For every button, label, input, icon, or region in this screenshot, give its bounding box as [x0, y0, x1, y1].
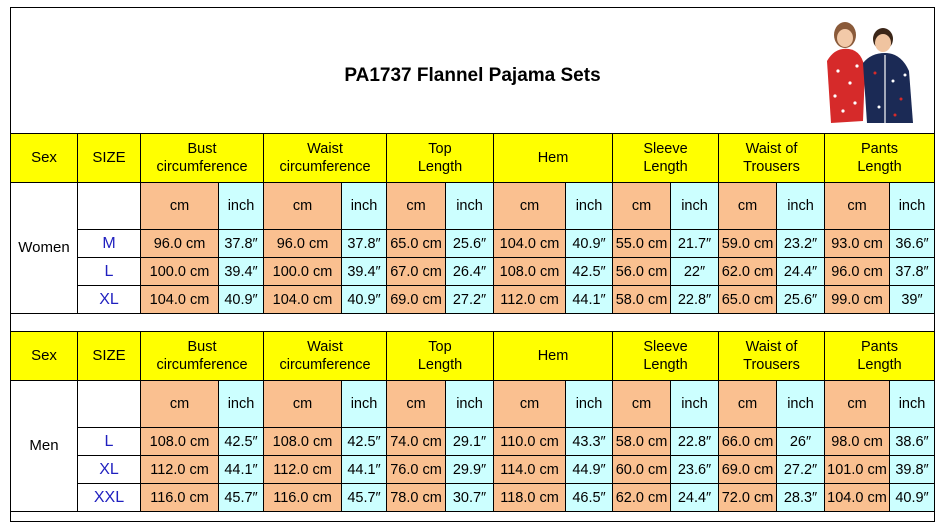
cm-value-cell: 59.0 cm [719, 230, 777, 258]
inch-value-cell: 30.7″ [446, 484, 494, 512]
size-blank-cell [78, 183, 141, 230]
unit-inch: inch [446, 183, 494, 230]
page-title: PA1737 Flannel Pajama Sets [344, 65, 601, 86]
sex-header: Sex [11, 134, 78, 183]
cm-value-cell: 112.0 cm [141, 456, 219, 484]
table-row [11, 230, 935, 258]
inch-value-cell: 46.5″ [566, 484, 613, 512]
inch-value-cell: 21.7″ [671, 230, 719, 258]
inch-value-cell: 45.7″ [342, 484, 387, 512]
unit-cm: cm [141, 183, 219, 230]
inch-value-cell: 42.5″ [342, 428, 387, 456]
sex-header: Sex [11, 332, 78, 381]
cm-value-cell: 72.0 cm [719, 484, 777, 512]
inch-value-cell: 42.5″ [219, 428, 264, 456]
cm-value-cell: 69.0 cm [719, 456, 777, 484]
unit-cm: cm [494, 183, 566, 230]
waist-header: Waist circumference [264, 332, 387, 381]
cm-value-cell: 108.0 cm [141, 428, 219, 456]
men-size-table [10, 331, 935, 512]
inch-value-cell: 26.4″ [446, 258, 494, 286]
bust-header: Bust circumference [141, 332, 264, 381]
cm-value-cell: 58.0 cm [613, 286, 671, 314]
inch-value-cell: 44.1″ [566, 286, 613, 314]
cm-value-cell: 62.0 cm [613, 484, 671, 512]
inch-value-cell: 40.9″ [566, 230, 613, 258]
hem-header: Hem [494, 332, 613, 381]
unit-cm: cm [387, 381, 446, 428]
cm-value-cell: 108.0 cm [494, 258, 566, 286]
cm-value-cell: 118.0 cm [494, 484, 566, 512]
cm-value-cell: 104.0 cm [825, 484, 890, 512]
cm-value-cell: 104.0 cm [494, 230, 566, 258]
cm-value-cell: 116.0 cm [264, 484, 342, 512]
waist-of-trousers-header: Waist of Trousers [719, 332, 825, 381]
cm-value-cell: 76.0 cm [387, 456, 446, 484]
size-cell: L [78, 428, 141, 456]
header-row [11, 332, 935, 381]
cm-value-cell: 98.0 cm [825, 428, 890, 456]
size-cell: M [78, 230, 141, 258]
inch-value-cell: 25.6″ [777, 286, 825, 314]
table-row [11, 428, 935, 456]
unit-inch: inch [671, 183, 719, 230]
unit-inch: inch [566, 183, 613, 230]
inch-value-cell: 37.8″ [219, 230, 264, 258]
unit-inch: inch [566, 381, 613, 428]
unit-inch: inch [219, 183, 264, 230]
unit-inch: inch [219, 381, 264, 428]
inch-value-cell: 23.6″ [671, 456, 719, 484]
unit-cm: cm [141, 381, 219, 428]
unit-cm: cm [613, 183, 671, 230]
couple-in-pajamas-photo [805, 11, 923, 128]
unit-cm: cm [719, 183, 777, 230]
inch-value-cell: 40.9″ [890, 484, 935, 512]
cm-value-cell: 104.0 cm [141, 286, 219, 314]
cm-value-cell: 112.0 cm [264, 456, 342, 484]
cm-value-cell: 65.0 cm [387, 230, 446, 258]
cm-value-cell: 60.0 cm [613, 456, 671, 484]
sex-label-women: Women [11, 183, 78, 314]
unit-inch: inch [890, 183, 935, 230]
cm-value-cell: 65.0 cm [719, 286, 777, 314]
unit-cm: cm [825, 183, 890, 230]
unit-cm: cm [264, 183, 342, 230]
cm-value-cell: 99.0 cm [825, 286, 890, 314]
inch-value-cell: 44.1″ [342, 456, 387, 484]
inch-value-cell: 27.2″ [446, 286, 494, 314]
inch-value-cell: 22″ [671, 258, 719, 286]
size-header: SIZE [78, 332, 141, 381]
table-row [11, 484, 935, 512]
inch-value-cell: 45.7″ [219, 484, 264, 512]
cm-value-cell: 58.0 cm [613, 428, 671, 456]
cm-value-cell: 114.0 cm [494, 456, 566, 484]
cm-value-cell: 101.0 cm [825, 456, 890, 484]
cm-value-cell: 78.0 cm [387, 484, 446, 512]
unit-inch: inch [342, 183, 387, 230]
hem-header: Hem [494, 134, 613, 183]
inch-value-cell: 27.2″ [777, 456, 825, 484]
unit-cm: cm [494, 381, 566, 428]
inch-value-cell: 26″ [777, 428, 825, 456]
size-cell: L [78, 258, 141, 286]
inch-value-cell: 37.8″ [890, 258, 935, 286]
cm-value-cell: 116.0 cm [141, 484, 219, 512]
size-blank-cell [78, 381, 141, 428]
size-cell: XXL [78, 484, 141, 512]
women-size-table [10, 133, 935, 314]
inch-value-cell: 29.1″ [446, 428, 494, 456]
inch-value-cell: 37.8″ [342, 230, 387, 258]
cm-value-cell: 100.0 cm [141, 258, 219, 286]
inch-value-cell: 44.9″ [566, 456, 613, 484]
table-row [11, 258, 935, 286]
inch-value-cell: 38.6″ [890, 428, 935, 456]
sex-label-men: Men [11, 381, 78, 512]
unit-inch: inch [890, 381, 935, 428]
inch-value-cell: 39.8″ [890, 456, 935, 484]
waist-header: Waist circumference [264, 134, 387, 183]
product-photo [805, 11, 923, 128]
waist-of-trousers-header: Waist of Trousers [719, 134, 825, 183]
bust-header: Bust circumference [141, 134, 264, 183]
inch-value-cell: 22.8″ [671, 286, 719, 314]
cm-value-cell: 74.0 cm [387, 428, 446, 456]
cm-value-cell: 67.0 cm [387, 258, 446, 286]
unit-cm: cm [387, 183, 446, 230]
unit-inch: inch [777, 183, 825, 230]
size-header: SIZE [78, 134, 141, 183]
top-length-header: Top Length [387, 332, 494, 381]
pants-length-header: Pants Length [825, 134, 935, 183]
cm-value-cell: 56.0 cm [613, 258, 671, 286]
unit-inch: inch [671, 381, 719, 428]
cm-value-cell: 112.0 cm [494, 286, 566, 314]
inch-value-cell: 23.2″ [777, 230, 825, 258]
cm-value-cell: 69.0 cm [387, 286, 446, 314]
inch-value-cell: 28.3″ [777, 484, 825, 512]
inch-value-cell: 39.4″ [342, 258, 387, 286]
cm-value-cell: 66.0 cm [719, 428, 777, 456]
unit-inch: inch [342, 381, 387, 428]
unit-row [11, 183, 935, 230]
cm-value-cell: 96.0 cm [825, 258, 890, 286]
inch-value-cell: 25.6″ [446, 230, 494, 258]
sleeve-length-header: Sleeve Length [613, 134, 719, 183]
cm-value-cell: 55.0 cm [613, 230, 671, 258]
inch-value-cell: 43.3″ [566, 428, 613, 456]
inch-value-cell: 22.8″ [671, 428, 719, 456]
inch-value-cell: 24.4″ [671, 484, 719, 512]
table-row [11, 286, 935, 314]
inch-value-cell: 42.5″ [566, 258, 613, 286]
cm-value-cell: 104.0 cm [264, 286, 342, 314]
cm-value-cell: 110.0 cm [494, 428, 566, 456]
cm-value-cell: 62.0 cm [719, 258, 777, 286]
unit-cm: cm [825, 381, 890, 428]
unit-inch: inch [777, 381, 825, 428]
inch-value-cell: 36.6″ [890, 230, 935, 258]
inch-value-cell: 44.1″ [219, 456, 264, 484]
unit-cm: cm [264, 381, 342, 428]
top-length-header: Top Length [387, 134, 494, 183]
cm-value-cell: 100.0 cm [264, 258, 342, 286]
table-row [11, 456, 935, 484]
inch-value-cell: 29.9″ [446, 456, 494, 484]
unit-inch: inch [446, 381, 494, 428]
cm-value-cell: 96.0 cm [141, 230, 219, 258]
unit-cm: cm [719, 381, 777, 428]
cm-value-cell: 93.0 cm [825, 230, 890, 258]
pants-length-header: Pants Length [825, 332, 935, 381]
size-cell: XL [78, 286, 141, 314]
inch-value-cell: 40.9″ [219, 286, 264, 314]
unit-cm: cm [613, 381, 671, 428]
sleeve-length-header: Sleeve Length [613, 332, 719, 381]
inch-value-cell: 39″ [890, 286, 935, 314]
inch-value-cell: 24.4″ [777, 258, 825, 286]
header-row [11, 134, 935, 183]
unit-row [11, 381, 935, 428]
cm-value-cell: 96.0 cm [264, 230, 342, 258]
size-cell: XL [78, 456, 141, 484]
section-divider [10, 317, 935, 332]
inch-value-cell: 39.4″ [219, 258, 264, 286]
cm-value-cell: 108.0 cm [264, 428, 342, 456]
inch-value-cell: 40.9″ [342, 286, 387, 314]
